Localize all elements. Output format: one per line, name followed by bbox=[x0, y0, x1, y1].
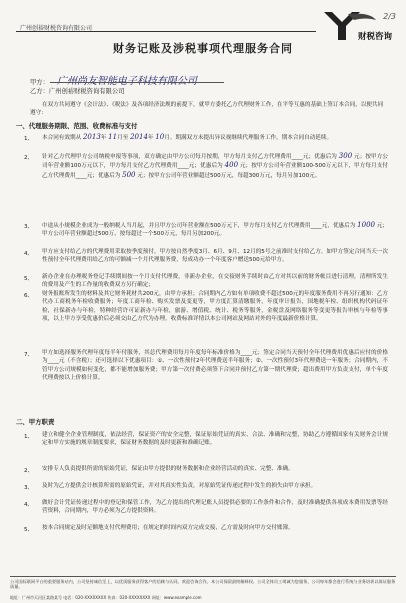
handwritten-fee: 1000 bbox=[357, 221, 375, 229]
logo-text: 财税咨询 bbox=[357, 32, 392, 42]
clause-number: 5、 bbox=[24, 276, 34, 282]
clause-text: 元；甲方公司年营业额超过500万，按每超过一个500万元，每月另加200元。 bbox=[42, 223, 388, 238]
clause-number: 3、 bbox=[24, 485, 34, 491]
clause-new-enterprise: 新办企业在办理税务登记手续期间按一个月支付代理费，非新办企业，在交接财务手续时由乙方对其以前的财务帐目进行清理，清理所发生的费用及产生的工作量的收费双方另行确定； bbox=[42, 274, 388, 289]
clause-text: 元（不含税）；还可选择以下优惠项目：①、一次性预付2年代理费送半年服务；②、一次性预付3年代理费送一年服务；合同期内，不管甲方公司规模如何变化，都不能增加服务费；甲方第一次付费必须签下合同并预付乙方第一期代理费；超出费用甲方负责支付，单个年度代理费按以上价格计算。 bbox=[42, 358, 388, 382]
letterhead-company: 广州创裕财税咨询有限公司 bbox=[20, 25, 93, 32]
clause-number: 2、 bbox=[24, 155, 34, 161]
clause-text: 元；按甲方公司年营业额超过500万元，每超300万元，每月另加100元。 bbox=[137, 172, 321, 179]
clause-text: 月至 bbox=[117, 135, 129, 141]
clause-fees: 针对乙方代理甲方公司纳税申报等事项，双方确定由甲方公司每月按期，甲方每月支付乙方代理费用____元；优惠后为 300 元；按甲方公司年营业额100万元以下，甲方每月支付乙方代理费用____元；优惠后为 400 元；按甲方公司年营业额100-500万元以下，甲方每月支付乙方代理费用____元；优惠后为 500 元；按甲方公司年营业额超过500万元，每超300万元，每月另加100元。 bbox=[42, 152, 389, 179]
clause-text: 甲方如选择服务代理年度每半年付服务，其总代理费用每月年度每年标准价格为 bbox=[42, 350, 241, 356]
clause-text: 月。期满双方未提出异议视继续代理服务工作，期本合同自动延续。 bbox=[164, 135, 333, 141]
section2-title: 二、甲方职责 bbox=[16, 418, 55, 426]
clause-text: 年 bbox=[147, 135, 154, 141]
clause-materials: 财务报账所发生的材料及其它财务耗材共200元，由甲方承担；合同期内乙方如有单项收费不超过500元的年度服务费用不再另行通知：乙方代办工商税务年检收费服务；年度工商年检、购买发票及变更等，甲方度汇算清缴服务，年度审计报告，国地税年检、组织机构代码证年检，社保新办与年检，特种经营许可证新办与年检，旅游、增值税、统计、税务等服务，金税盘及网络服务等变更等报告审核与年检等事项，以上甲方享受优惠价后必须交由乙方代为办理。收费标准详情以本公司网站及网站对外的年度最新价格计算。 bbox=[42, 291, 388, 323]
clause-number: 1、 bbox=[24, 434, 34, 440]
handwritten-year: 2013 bbox=[82, 133, 101, 141]
clause-annual-prepay: 甲方如选择服务代理年度每半年付服务，其总代理费用每月年度每年标准价格为____元；签定合同当天预付全年代理费用优惠后应付的价格为____元（不含税）；还可选择以下优惠项目：①、一次性预付2年代理费送半年服务；②、一次性预付3年代理费送一年服务；合同期内，不管甲方公司规模如何变化，都不能增加服务费；甲方第一次付费必须签下合同并预付乙方第一期代理费；超出费用甲方负责支付，单个年度代理费按以上价格计算。 bbox=[42, 350, 388, 382]
clause-text: 年 bbox=[100, 135, 107, 141]
clause-number: 5、 bbox=[24, 527, 34, 533]
duty-vouchers: 及时为乙方提供会计核算所需的原始凭证，并对其真实性负责，对原始凭证传递过程中发生的损失由甲方承担。 bbox=[42, 483, 317, 489]
party-a bbox=[30, 72, 197, 87]
clause-text: 元；签定合同当天预付全年代理费用优惠后应付的价格为 bbox=[42, 350, 388, 365]
party-a-label: 甲方： bbox=[30, 79, 49, 86]
clause-text: 元；优惠后为 bbox=[188, 163, 223, 170]
footer-contact: 地址：广州市天河区某路某号 电话：020-XXXXXXXX 传真：020-XXXXXXXX 网址：www.example.com bbox=[10, 595, 202, 600]
clause-term bbox=[42, 133, 388, 142]
duty-payment: 按本合同规定及时足额地支付代理费用；在规定的时间内双方完成交接，乙方需及时向甲方交付账簿。 bbox=[42, 525, 294, 531]
clause-number: 3、 bbox=[24, 224, 34, 230]
duty-staff: 安排专人负责提供所需的原始凭证，保证由甲方提供的财务数据和企业经营活动的真实、完整、准确。 bbox=[42, 466, 294, 472]
party-b-label: 乙方： bbox=[30, 88, 49, 95]
handwritten-year: 2014 bbox=[130, 133, 148, 141]
clause-text: 针对乙方代理甲方公司纳税申报等事项，双方确定由甲方公司每月按期，甲方每月支付乙方代理费用 bbox=[42, 154, 292, 160]
clause-text: 元；按甲方公司年营业额100-500万元以下，甲方每月支付乙方代理费用 bbox=[42, 163, 389, 179]
clause-number: 4、 bbox=[24, 251, 34, 257]
duty-management: 建立和健全企业管理制度，依法经营，保证资产的安全完整，保证原始凭证的真实、合法、准确和完整，协助乙方遵循国家有关财务会计规定和甲方实施的规章制度要求，保证财务数据的及时更新和准确记账。 bbox=[42, 432, 388, 447]
handwritten-fee: 400 bbox=[224, 161, 239, 170]
party-a-underline bbox=[50, 82, 224, 83]
handwritten-month: 10 bbox=[155, 133, 165, 141]
clause-text: 中途从小规模企业成为一般纳税人当月起，并且甲方公司年营业额在500万元下，甲方每月支付乙方代理费用 bbox=[42, 223, 311, 229]
clause-number: 6、 bbox=[24, 293, 34, 299]
clause-number: 4、 bbox=[24, 502, 34, 508]
clause-number: 2、 bbox=[24, 468, 34, 474]
party-b-name: 广州创裕财税咨询有限公司 bbox=[48, 88, 125, 95]
clause-text: 元；按甲方公司年营业额100万元以下，甲方每月支付乙方代理费用 bbox=[42, 154, 388, 170]
clause-text: 元；优惠后为 bbox=[302, 154, 337, 160]
footer-note: 公司国际联网平台的重要服务站内，公司坚持诚信至上，以优质服务获得客户的信赖与认同，欢迎咨询合作，本公司保留最终解释权。公司全体员工竭诚为您服务，公司每年都会进行系统与业务培训以保证服务质量。 bbox=[10, 576, 396, 589]
letterhead-rule bbox=[16, 31, 316, 32]
handwritten-month: 11 bbox=[108, 133, 118, 141]
clause-number: 1、 bbox=[24, 136, 34, 142]
page-number: 2/3 bbox=[383, 12, 396, 21]
handwritten-fee: 300 bbox=[338, 152, 353, 160]
party-a-handwritten-name: 广州尚友智能电子科技有限公司 bbox=[56, 76, 197, 87]
document-title: 财务记账及涉税事项代理服务合同 bbox=[113, 42, 293, 55]
party-b bbox=[30, 86, 124, 95]
clause-payment: 甲方应支付给乙方的代理费用采取按季度预付，甲方按自然季度3月、6月、9月、12月的5号之前准时支付给乙方。如甲方签定合同当天一次性预付全年代理费用给乙方的可额减一个月代理服务费，每成功办一个年度客户赠送500元给甲方。 bbox=[42, 249, 388, 264]
handwritten-fee: 500 bbox=[122, 170, 136, 179]
clause-general-taxpayer: 中途从小规模企业成为一般纳税人当月起，并且甲方公司年营业额在500万元下，甲方每月支付乙方代理费用____元，优惠后为 1000 元；甲方公司年营业额超过500万，按每超过一个500万元，每月另加200元。 bbox=[42, 221, 388, 238]
clause-number: 7、 bbox=[24, 352, 34, 358]
clause-text: 本合同有效期从 bbox=[42, 135, 82, 141]
clause-text: 元，优惠后为 bbox=[321, 223, 356, 229]
section1-title: 一、代理服务期限、范围、收费标准与支付 bbox=[16, 122, 138, 130]
clause-text: 元；优惠后为 bbox=[86, 172, 121, 179]
duty-transfer: 做好会计凭证传递过程中的登记和保管工作，为乙方提出的代理记账人员提供必要的工作条件和合作，及时准确提供各项成本费用发票等经营资料，合同期内，甲方必须为乙方提供资料。 bbox=[42, 500, 388, 515]
letterhead bbox=[6, 10, 402, 42]
intro-paragraph: 在双方共同遵守《会计法》、《税法》及各项经济法规的前提下，就甲方委托乙方代理财务工作，在平等互惠的基础上签订本合同，以便共同遵守： bbox=[30, 102, 384, 117]
